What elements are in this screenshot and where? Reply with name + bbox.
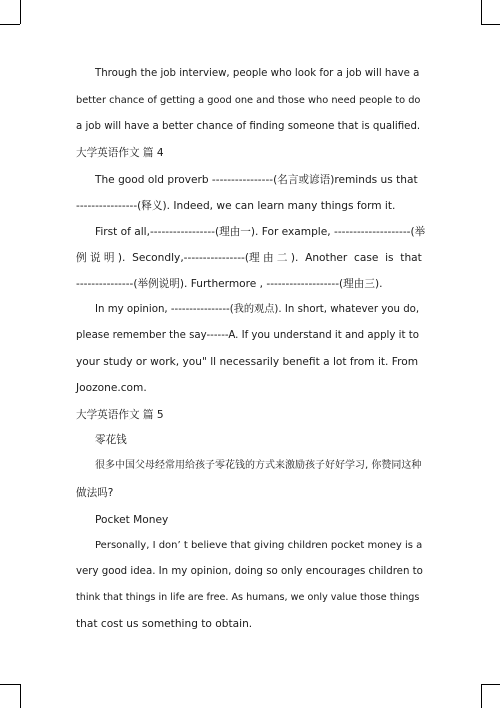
crop-mark-top-right-h [481, 24, 500, 25]
paragraph-line: very good idea. In my opinion, doing so only encourages children to [76, 566, 423, 577]
paragraph-line: In my opinion, ----------------(我的观点). In short, whatever you do, [95, 304, 420, 315]
paragraph-line: ---------------(举例说明). Furthermore , -------------------(理由三). [76, 278, 383, 290]
paragraph-line: Pocket Money [95, 514, 169, 526]
paragraph-line: ----------------(释义). Indeed, we can learn many things form it. [76, 200, 396, 212]
paragraph-line: 很多中国父母经常用给孩子零花钱的方式来激励孩子好好学习, 你赞同这种 [95, 460, 422, 471]
paragraph-line: Joozone.com. [76, 382, 147, 394]
paragraph-line: Personally, I don’ t believe that giving children pocket money is a [95, 540, 423, 551]
section-heading: 大学英语作文 篇 4 [76, 147, 164, 159]
paragraph-line: First of all,-----------------(理由一). For example, --------------------(举 [95, 226, 426, 238]
paragraph-line: 做法吗? [76, 487, 114, 499]
crop-mark-bottom-right-h [481, 684, 500, 685]
paragraph-line: 例 说 明 ). Secondly,----------------(理 由 二 ). Another case is that [76, 252, 422, 264]
paragraph-line: better chance of getting a good one and those who need people to do [76, 95, 421, 106]
paragraph-line: that cost us something to obtain. [76, 618, 253, 630]
paragraph-line: Through the job interview, people who look for a job will have a [95, 68, 420, 79]
crop-mark-top-left-h [0, 24, 20, 25]
crop-mark-bottom-left-h [0, 684, 20, 685]
paragraph-line: please remember the say------A. If you understand it and apply it to [76, 330, 419, 341]
paragraph-line: think that things in life are free. As humans, we only value those things [76, 592, 420, 603]
crop-mark-top-right-v [481, 0, 482, 24]
paragraph-line: your study or work, you" ll necessarily benefit a lot from it. From [76, 356, 419, 368]
section-heading: 大学英语作文 篇 5 [76, 409, 164, 421]
crop-mark-bottom-left-v [20, 684, 21, 708]
paragraph-line: The good old proverb ----------------(名言或谚语)reminds us that [95, 174, 418, 186]
paragraph-line: a job will have a better chance of finding someone that is qualified. [76, 121, 421, 132]
crop-mark-bottom-right-v [481, 684, 482, 708]
paragraph-line: 零花钱 [95, 434, 127, 446]
crop-mark-top-left-v [20, 0, 21, 24]
